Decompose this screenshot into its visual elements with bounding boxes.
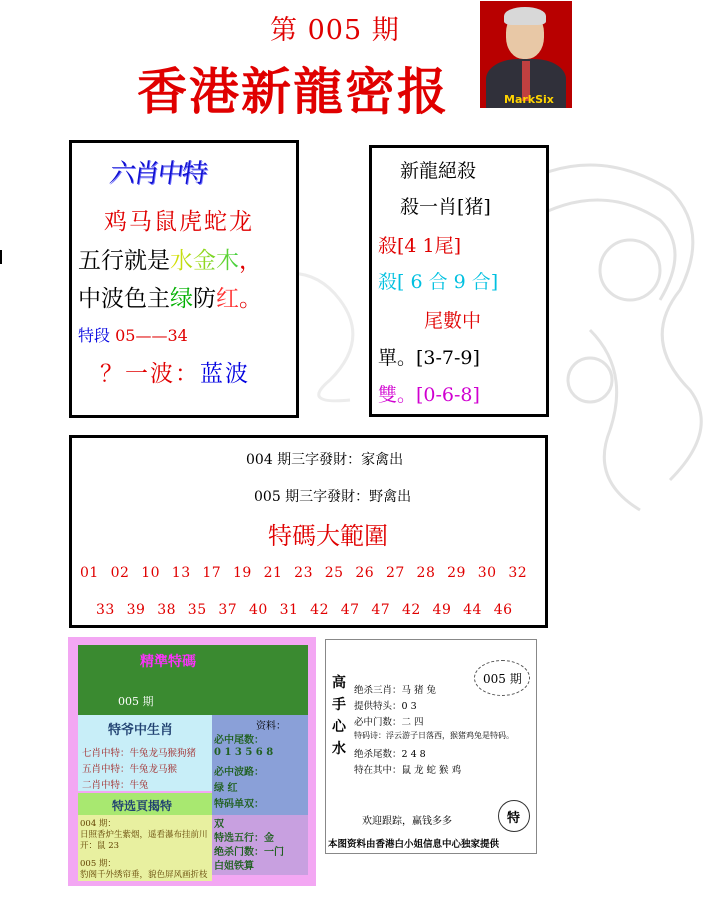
color-prefix: 中波色主 [78, 286, 170, 312]
right-col-2: 0 1 3 5 6 8 [214, 747, 274, 758]
expert-line-1: 绝杀三肖：马 猪 兔 [354, 685, 437, 696]
wuxing-suffix: ， [239, 248, 262, 274]
color-guard: 红 [216, 286, 239, 312]
number-row-2 [96, 602, 524, 618]
wave-line [100, 355, 250, 388]
kill-combo: 殺[ 6 合 9 合] [378, 271, 499, 293]
number-cell: 31 [279, 602, 299, 618]
number-cell: 01 [80, 565, 99, 581]
expert-line-6: 特在其中：鼠 龙 蛇 猴 鸡 [354, 765, 462, 776]
number-cell: 30 [477, 565, 497, 581]
range-title: 特碼大範圍 [268, 522, 388, 550]
range-label: 特段 [78, 326, 111, 345]
tail-single: 單。[3-7-9] [378, 347, 480, 369]
number-cell: 10 [141, 565, 161, 581]
panel-banner: 精準特碼 [140, 654, 196, 670]
wuxing-prefix: 五行就是 [78, 248, 170, 274]
number-cell: 33 [96, 602, 115, 618]
special-line-3: 二肖中特：牛兔 [82, 780, 149, 791]
right-col-9: 白姐铁算 [214, 861, 254, 872]
six-zodiac-deco-title: 六肖中特 [107, 159, 208, 189]
color-suffix: 。 [239, 286, 262, 312]
notes-answer: 开：鼠 23 [80, 841, 120, 851]
number-cell: 47 [340, 602, 360, 618]
right-col-block [212, 715, 308, 815]
number-cell: 21 [263, 565, 283, 581]
number-cell: 35 [187, 602, 207, 618]
notes-text: 日照香炉生紫烟，遥看瀑布挂前川 [80, 830, 208, 840]
expert-line-4: 特码诗：浮云游子日落西，猴猪鸡兔是特码。 [354, 731, 514, 740]
left-info-panel [68, 637, 316, 886]
number-cell: 40 [248, 602, 268, 618]
numbers-box [69, 435, 548, 628]
number-cell: 17 [202, 565, 222, 581]
kill-box [369, 145, 549, 417]
panel-footer: 本图资料由香港白小姐信息中心独家提供 [328, 839, 500, 850]
expert-line-3: 必中门数：二 四 [354, 717, 424, 728]
portrait-photo [480, 1, 572, 108]
right-col-6: 双 [214, 819, 224, 830]
wuxing-value: 水金木 [170, 248, 239, 274]
line-005: 005 期三字發財：野禽出 [254, 489, 412, 505]
panel-banner-bg [78, 645, 308, 715]
range-line [78, 323, 188, 346]
right-col-head: 资料： [256, 721, 286, 732]
number-cell: 28 [416, 565, 436, 581]
number-cell: 47 [371, 602, 391, 618]
stamp-icon [498, 800, 530, 832]
right-col-5: 特码单双： [214, 799, 264, 810]
line-004: 004 期三字發財：家禽出 [246, 452, 404, 468]
expert-line-2: 提供特头：0 3 [354, 701, 417, 712]
number-cell: 25 [324, 565, 344, 581]
portrait-hair [504, 7, 546, 25]
special-zodiac-block [78, 715, 212, 791]
number-cell: 27 [385, 565, 405, 581]
welcome-text: 欢迎跟踪，赢钱多多 [362, 816, 452, 827]
number-cell: 23 [294, 565, 313, 581]
right-col-1: 必中尾数： [214, 735, 264, 746]
dragon-tail-curve [590, 330, 640, 510]
number-cell: 29 [447, 565, 466, 581]
notes-label: 004 期： [80, 819, 116, 829]
notes2-label: 005 期： [80, 859, 116, 869]
color-line [78, 280, 262, 313]
number-cell: 44 [463, 602, 482, 618]
number-cell: 42 [310, 602, 329, 618]
number-cell: 38 [157, 602, 177, 618]
right-col-block-2 [212, 815, 308, 875]
page-title: 香港新龍密报 [137, 62, 449, 121]
color-mid: 防 [193, 286, 216, 312]
color-main: 绿 [170, 286, 193, 312]
notes-block [78, 815, 212, 881]
special-title: 特爷中生肖 [108, 723, 174, 738]
issue-bubble [474, 660, 530, 696]
bubble-text: 005 期 [483, 672, 522, 686]
right-info-panel [325, 639, 537, 854]
number-cell: 39 [126, 602, 146, 618]
six-zodiac-box [69, 140, 299, 418]
number-cell: 19 [232, 565, 252, 581]
right-col-3: 必中波路： [214, 767, 264, 778]
kill-heading: 新龍絕殺 [400, 160, 477, 182]
marksix-logo: MarkSix [504, 93, 554, 106]
number-cell: 37 [218, 602, 238, 618]
special-line-2: 五肖中特：牛兔龙马猴 [82, 764, 178, 775]
kill-tail: 殺[4 1尾] [378, 235, 462, 257]
notes2-text: 豹阁千外绣帘垂，貌色屏风画折枝 [80, 870, 208, 880]
number-cell: 32 [508, 565, 528, 581]
range-value: 05——34 [115, 326, 188, 345]
bottom-title: 特选頁揭特 [112, 799, 173, 813]
number-cell: 13 [171, 565, 191, 581]
right-col-7: 特选五行：金 [214, 833, 274, 844]
vertical-title: 高手心水 [332, 675, 346, 757]
wuxing-line [78, 242, 262, 275]
special-line-1: 七肖中特：牛兔龙马猴狗猪 [82, 748, 197, 759]
stamp-text: 特 [507, 811, 521, 826]
wave-prefix: ？一波： [100, 361, 200, 387]
six-zodiac-list: 鸡马鼠虎蛇龙 [104, 209, 254, 235]
wave-value: 蓝波 [200, 361, 250, 387]
right-col-8: 绝杀门数：一门 [214, 847, 284, 858]
dragon-scale-circle [568, 358, 612, 402]
bottom-title-bg [78, 793, 212, 815]
number-cell: 49 [432, 602, 452, 618]
dragon-scale-circle [600, 240, 660, 300]
number-cell: 46 [493, 602, 513, 618]
expert-line-5: 绝杀尾数：2 4 8 [354, 749, 426, 760]
kill-zodiac: 殺一肖[猪] [400, 196, 491, 218]
tail-heading: 尾數中 [424, 310, 482, 332]
panel-issue: 005 期 [118, 695, 154, 708]
issue-number: 第 005 期 [270, 15, 400, 46]
number-row-1 [80, 565, 539, 581]
number-cell: 02 [110, 565, 130, 581]
number-cell: 42 [401, 602, 421, 618]
tail-double: 雙。[0-6-8] [378, 384, 480, 406]
right-col-4: 绿 红 [214, 783, 238, 794]
number-cell: 26 [355, 565, 375, 581]
edge-mark [0, 250, 2, 264]
